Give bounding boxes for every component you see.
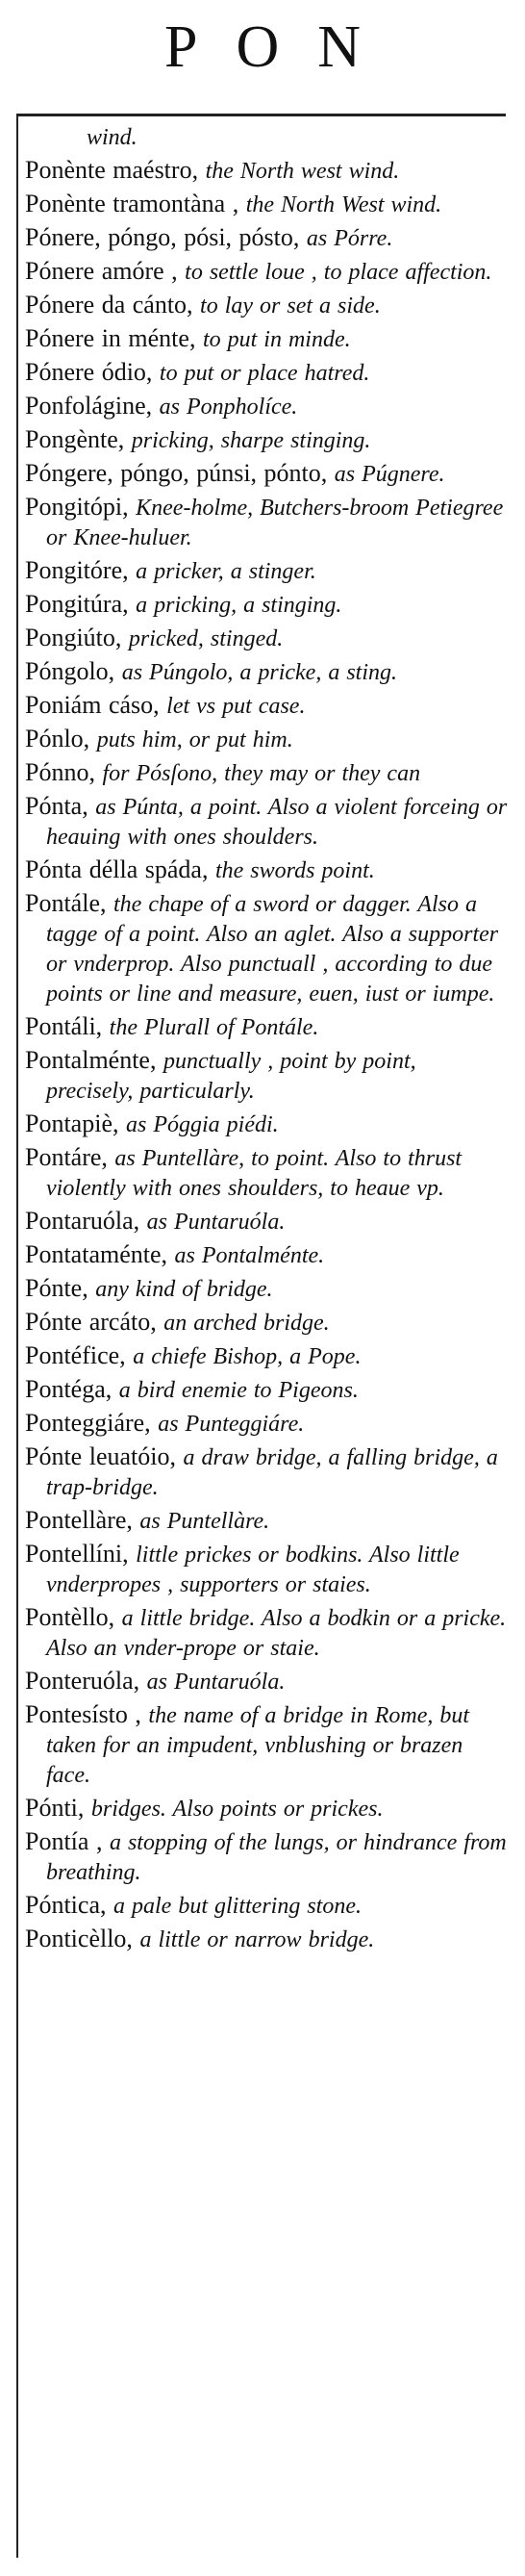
entry-headword: Pónti, [25, 1794, 85, 1822]
dictionary-entry [25, 1012, 510, 1042]
entry-headword: Pontapiè, [25, 1109, 119, 1137]
dictionary-entry [25, 889, 510, 1008]
entry-headword: Pónere amóre , [25, 257, 178, 285]
dictionary-column [25, 122, 510, 1958]
entry-definition: as Púgnere. [334, 462, 445, 487]
entry-headword: Pontaruóla, [25, 1207, 140, 1235]
entry-headword: Pónte arcáto, [25, 1308, 157, 1336]
entry-headword: Pónere da cánto, [25, 291, 193, 319]
entry-headword: Pongitóre, [25, 556, 129, 584]
dictionary-entry [25, 1308, 510, 1338]
entry-headword: Ponticèllo, [25, 1925, 133, 1952]
entry-definition: a pricking, a stinging. [136, 593, 342, 618]
entry-headword: Poniám cáso, [25, 691, 160, 719]
entry-headword: Ponènte tramontàna , [25, 190, 239, 217]
entry-definition: as Puntellàre. [139, 1509, 270, 1534]
dictionary-entry [25, 1540, 510, 1599]
entry-definition: the chape of a sword or dagger. Also a tagge of a point. Also an aglet. Also a supporter or vnderprop. Also punctuall , according to due points or line and measure, euen, iust or iumpe. [46, 892, 499, 1007]
entry-definition: bridges. Also points or prickes. [90, 1797, 384, 1822]
entry-definition: to settle loue , to place affection. [185, 260, 492, 285]
entry-definition: the swords point. [214, 858, 375, 883]
entry-headword: Pontéfice, [25, 1341, 126, 1369]
entry-headword: Pontáli, [25, 1012, 103, 1040]
dictionary-entry [25, 725, 510, 754]
entry-headword: Pontellàre, [25, 1506, 133, 1534]
entry-definition: pricked, stinged. [128, 626, 284, 651]
entry-headword: Pongiúto, [25, 624, 122, 651]
dictionary-entry [25, 1925, 510, 1954]
dictionary-entry [25, 1506, 510, 1536]
dictionary-entry [25, 392, 510, 421]
entry-headword: Póngere, póngo, púnsi, pónto, [25, 459, 328, 487]
entry-definition: for Pósſono, they may or they can [102, 761, 421, 786]
dictionary-entry [25, 657, 510, 687]
entry-definition: Knee-holme, Butchers-broom Petiegree or Knee-huluer. [46, 496, 504, 550]
entry-headword: Pónta, [25, 792, 88, 820]
entry-headword: Pontesísto , [25, 1700, 141, 1728]
entry-definition: a draw bridge, a falling bridge, a trap-bridge. [46, 1445, 498, 1500]
dictionary-entry [25, 1442, 510, 1502]
entry-headword: Pontèllo, [25, 1603, 115, 1631]
entry-headword: Pongitúra, [25, 590, 129, 618]
column-rule [16, 114, 18, 2558]
entry-definition: as Púngolo, a pricke, a sting. [121, 660, 397, 685]
entry-headword: Pontáre, [25, 1143, 108, 1171]
entry-definition: the North west wind. [205, 159, 400, 184]
entry-headword: Pontále, [25, 889, 107, 917]
dictionary-entry [25, 1603, 510, 1663]
entry-headword: Ponteggiáre, [25, 1409, 151, 1437]
entry-headword: Póngolo, [25, 657, 115, 685]
entry-definition: let vs put case. [166, 694, 306, 719]
entry-definition: little prickes or bodkins. Also little vnderpropes , supporters or staies. [46, 1543, 460, 1597]
entry-definition: a chiefe Bishop, a Pope. [133, 1344, 362, 1369]
dictionary-entry [25, 1667, 510, 1696]
entry-headword: Ponènte maéstro, [25, 156, 199, 184]
dictionary-entry [25, 1794, 510, 1824]
entry-headword: Pontalménte, [25, 1046, 157, 1074]
entry-definition: as Pórre. [306, 226, 393, 251]
entry-definition: punctually , point by point, precisely, particularly. [46, 1049, 416, 1104]
entry-definition: the name of a bridge in Rome, but taken for an impudent, vnblushing or brazen face. [46, 1703, 470, 1788]
dictionary-entry [25, 223, 510, 253]
dictionary-entry [25, 1700, 510, 1790]
dictionary-entry [25, 624, 510, 653]
entry-definition: as Ponpholíce. [159, 395, 298, 420]
entry-definition: puts him, or put him. [96, 727, 293, 752]
entry-definition: a little bridge. Also a bodkin or a pricke. Also an vnder-prope or staie. [46, 1606, 507, 1661]
dictionary-entry [25, 291, 510, 320]
entry-headword: Ponfolágine, [25, 392, 153, 420]
entry-definition: as Puntaruóla. [146, 1670, 286, 1695]
entry-definition: as Puntellàre, to point. Also to thrust violently with ones shoulders, to heaue vp. [46, 1146, 462, 1201]
entry-headword: Pongènte, [25, 425, 125, 453]
entry-headword: Pónte, [25, 1274, 88, 1302]
entry-definition: a little or narrow bridge. [139, 1927, 375, 1952]
dictionary-entry [25, 257, 510, 287]
dictionary-entry [25, 358, 510, 388]
dictionary-entry [25, 1891, 510, 1921]
dictionary-entry [25, 1375, 510, 1405]
dictionary-entry [25, 1109, 510, 1139]
dictionary-entry [25, 792, 510, 852]
entry-definition: the North West wind. [245, 192, 442, 217]
dictionary-entry [25, 190, 510, 219]
entry-definition: as Pontalménte. [174, 1243, 325, 1268]
page-header [0, 0, 525, 123]
entry-headword: Pónta délla spáda, [25, 855, 209, 883]
dictionary-entry [25, 855, 510, 885]
entry-definition: as Póggia piédi. [126, 1112, 279, 1137]
dictionary-entry [25, 156, 510, 186]
entry-definition: pricking, sharpe stinging. [131, 428, 371, 453]
dictionary-entry [25, 691, 510, 721]
entry-definition: as Punteggiáre. [158, 1412, 305, 1437]
entry-headword: Pónere, póngo, pósi, pósto, [25, 223, 300, 251]
entry-headword: Pónere ódio, [25, 358, 153, 386]
entry-definition: a pricker, a stinger. [136, 559, 316, 584]
entry-definition: as Púnta, a point. Also a violent forceing or heauing with ones shoulders. [46, 795, 508, 850]
dictionary-entry [25, 1341, 510, 1371]
dictionary-entry [25, 122, 510, 152]
dictionary-entry [25, 758, 510, 788]
entry-headword: Pontataménte, [25, 1240, 168, 1268]
dictionary-entry [25, 590, 510, 620]
entry-headword: Pónte leuatóio, [25, 1442, 176, 1470]
dictionary-entry [25, 1827, 510, 1887]
dictionary-entry [25, 1046, 510, 1106]
entry-headword: Pónlo, [25, 725, 90, 752]
entry-definition: any kind of bridge. [95, 1277, 273, 1302]
dictionary-entry [25, 324, 510, 354]
dictionary-entry [25, 556, 510, 586]
entry-definition: to put or place hatred. [159, 361, 370, 386]
entry-headword: Ponteruóla, [25, 1667, 140, 1695]
dictionary-entry [25, 425, 510, 455]
entry-headword: Pontéga, [25, 1375, 112, 1403]
entry-definition: to lay or set a side. [200, 293, 381, 319]
dictionary-entry [25, 493, 510, 552]
dictionary-entry [25, 459, 510, 489]
entry-definition: a bird enemie to Pigeons. [118, 1378, 359, 1403]
entry-definition: as Puntaruóla. [146, 1210, 286, 1235]
entry-headword: Pónno, [25, 758, 95, 786]
entry-headword: Pónere in ménte, [25, 324, 196, 352]
entry-headword: Pontellíni, [25, 1540, 129, 1568]
entry-definition: a stopping of the lungs, or hindrance from breathing. [46, 1830, 507, 1885]
entry-definition: a pale but glittering stone. [113, 1894, 362, 1919]
entry-headword: Póntica, [25, 1891, 107, 1919]
dictionary-entry [25, 1240, 510, 1270]
entry-headword: Pongitópi, [25, 493, 129, 521]
entry-definition: wind. [87, 125, 138, 150]
dictionary-entry [25, 1409, 510, 1439]
entry-definition: to put in minde. [202, 327, 351, 352]
entry-headword: Pontía , [25, 1827, 103, 1855]
header-rule [17, 114, 506, 116]
running-head: PON [163, 14, 400, 80]
dictionary-entry [25, 1207, 510, 1237]
dictionary-entry [25, 1143, 510, 1203]
entry-definition: an arched bridge. [163, 1311, 330, 1336]
entry-definition: the Plurall of Pontále. [109, 1015, 319, 1040]
dictionary-entry [25, 1274, 510, 1304]
